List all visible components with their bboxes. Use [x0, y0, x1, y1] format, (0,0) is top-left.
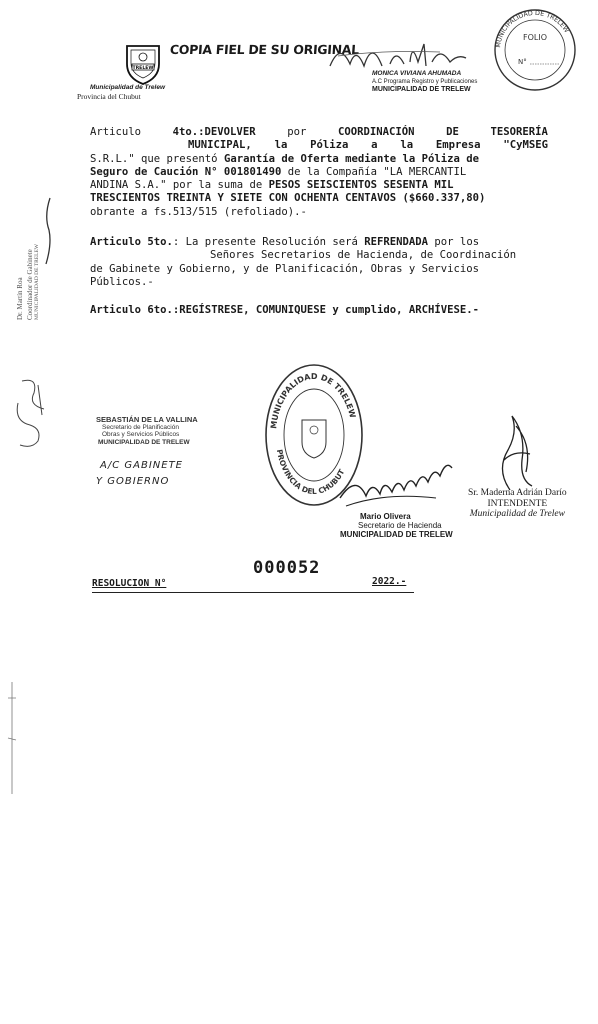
- municipal-shield-logo: [124, 42, 162, 86]
- folio-seal: [486, 6, 584, 92]
- article-5-line-1: Articulo 5to.: La presente Resolución será REFRENDADA por los: [90, 236, 480, 248]
- resolution-number: 000052: [253, 558, 321, 578]
- margin-stamp-role: Coordinador de Gabinete: [26, 249, 34, 320]
- folio-label: FOLIO: [522, 33, 548, 42]
- handwritten-note-2: Y GOBIERNO: [96, 476, 170, 487]
- article-5-line-4: Públicos.-: [90, 275, 154, 288]
- article-4: [90, 126, 548, 219]
- resolution-label: RESOLUCION N°: [92, 578, 167, 589]
- article-4-line-2: MUNICIPAL, la Póliza a la Empresa "CyMSEG: [188, 139, 548, 152]
- certifier-role: A.C Programa Registro y Publicaciones: [372, 79, 478, 85]
- article-5: [90, 236, 548, 289]
- article-4-line-1: Articulo 4to.:DEVOLVER por COORDINACIÓN DE TESORERÍA: [90, 126, 548, 138]
- municipality-label: Municipalidad de Trelew: [90, 84, 166, 91]
- article-4-line-6: TRESCIENTOS TREINTA Y SIETE CON OCHENTA CENTAVOS ($660.337,80): [90, 192, 486, 205]
- article-4-line-3: S.R.L." que presentó Garantía de Oferta mediante la Póliza de: [90, 152, 480, 165]
- certified-copy-stamp: COPIA FIEL DE SU ORIGINAL: [169, 42, 360, 57]
- margin-signature-stroke: [40, 196, 56, 266]
- mayor-role: INTENDENTE: [487, 498, 548, 509]
- finance-secretary-name: Mario Olivera: [360, 512, 411, 521]
- article-4-line-5: ANDINA S.A." por la suma de PESOS SEISCIENTOS SESENTA MIL: [90, 179, 454, 192]
- margin-signature: [8, 375, 52, 453]
- handwritten-note-1: A/C GABINETE: [100, 460, 183, 471]
- folio-seal-top: MUNICIPALIDAD DE TRELEW: [494, 8, 571, 49]
- margin-stamp-name: Dr. Martín Roa: [16, 277, 24, 320]
- seal-top-text: MUNICIPALIDAD DE TRELEW: [269, 371, 358, 430]
- planning-secretary-stamp: [96, 416, 198, 446]
- article-5-line-3: de Gabinete y Gobierno, y de Planificación, Obras y Servicios: [90, 262, 480, 275]
- article-5-line-2: Señores Secretarios de Hacienda, de Coordinación: [210, 249, 517, 262]
- finance-secretary-role: Secretario de Hacienda: [358, 521, 442, 530]
- mayor-office: Municipalidad de Trelew: [469, 509, 565, 519]
- resolution-year: 2022.-: [372, 576, 407, 587]
- planning-secretary-role-1: Secretario de Planificación: [102, 423, 179, 431]
- planning-secretary-name: SEBASTIÁN DE LA VALLINA: [96, 415, 198, 424]
- article-6-line-1: Articulo 6to.:REGÍSTRESE, COMUNIQUESE y cumplido, ARCHÍVESE.-: [90, 304, 480, 316]
- article-4-line-4: Seguro de Caución N° 001801490 de la Compañía "LA MERCANTIL: [90, 165, 467, 178]
- planning-secretary-role-2: Obras y Servicios Públicos: [102, 431, 180, 438]
- folio-number-label: N°: [518, 58, 527, 66]
- article-4-line-7: obrante a fs.513/515 (refoliado).-: [90, 205, 307, 218]
- certifier-office: MUNICIPALIDAD DE TRELEW: [372, 86, 471, 93]
- finance-secretary-signature: [336, 440, 456, 514]
- planning-secretary-office: MUNICIPALIDAD DE TRELEW: [98, 438, 190, 446]
- province-label: Provincia del Chubut: [77, 92, 141, 101]
- certifier-name: MONICA VIVIANA AHUMADA: [372, 70, 462, 77]
- margin-stamp-office: MUNICIPALIDAD DE TRELEW: [34, 243, 40, 320]
- certifier-stamp: [372, 70, 477, 94]
- finance-secretary-stamp: [340, 512, 453, 539]
- mayor-stamp: [468, 488, 567, 520]
- logo-text: TRELEW: [132, 66, 154, 71]
- seal-bottom-text: PROVINCIA DEL CHUBUT: [274, 448, 347, 497]
- article-6: [90, 304, 548, 317]
- finance-secretary-office: MUNICIPALIDAD DE TRELEW: [340, 530, 453, 539]
- mayor-name: Sr. Maderna Adrián Darío: [468, 488, 567, 498]
- margin-mark: [4, 678, 20, 798]
- resolution-underline: [92, 592, 414, 593]
- mayor-signature: [486, 410, 546, 494]
